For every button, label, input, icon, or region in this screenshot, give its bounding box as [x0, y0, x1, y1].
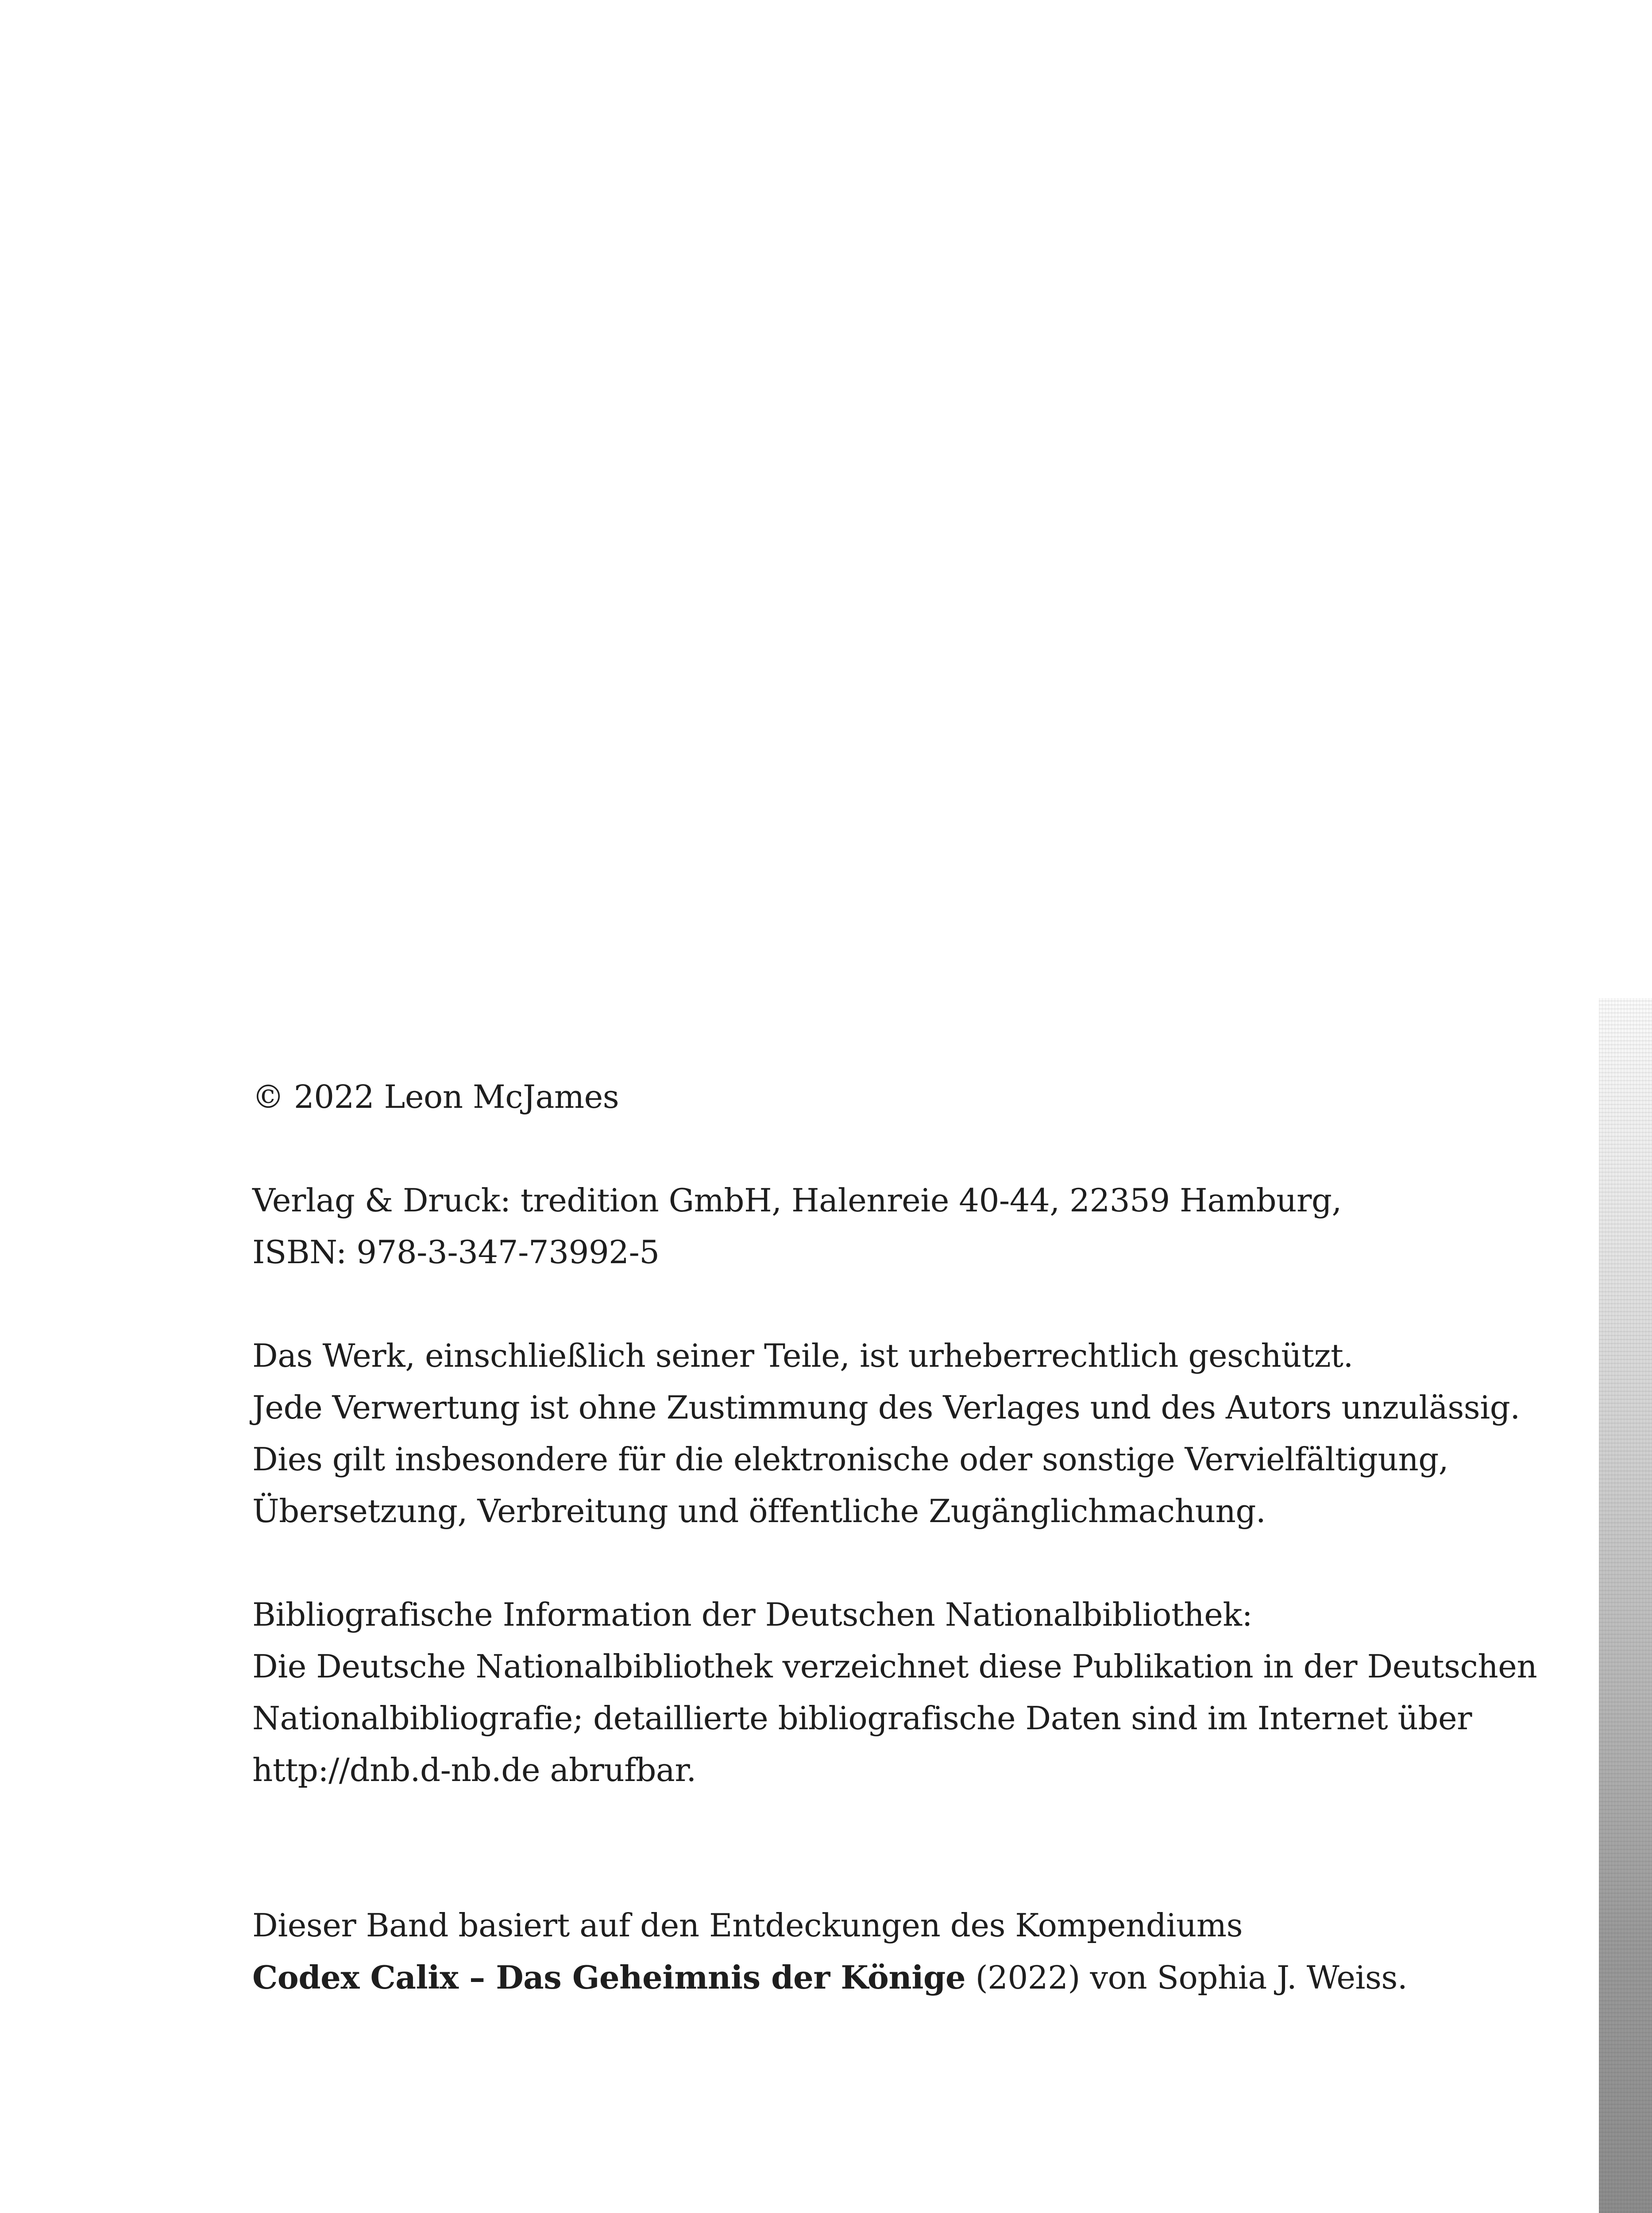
adjacent-page-edge	[1599, 998, 1652, 2213]
rights-line: Das Werk, einschließlich seiner Teile, ist urheberrechtlich geschützt.	[252, 1337, 1353, 1374]
bibliographic-block	[252, 1589, 1537, 1796]
isbn: ISBN: 978-3-347-73992-5	[252, 1234, 660, 1271]
source-title: Codex Calix – Das Geheimnis der Könige	[252, 1959, 966, 1996]
rights-line: Jede Verwertung ist ohne Zustimmung des Verlages und des Autors unzulässig.	[252, 1389, 1520, 1426]
bibliographic-line: Bibliografische Information der Deutschen Nationalbibliothek:	[252, 1596, 1253, 1633]
bibliographic-line: http://dnb.d-nb.de abrufbar.	[252, 1751, 696, 1789]
source-note-intro: Dieser Band basiert auf den Entdeckungen des Kompendiums	[252, 1907, 1243, 1944]
copyright-notice: © 2022 Leon McJames	[252, 1078, 619, 1115]
bibliographic-line: Die Deutsche Nationalbibliothek verzeichnet diese Publikation in der Deutschen	[252, 1648, 1537, 1685]
publisher-address: Verlag & Druck: tredition GmbH, Halenreie 40-44, 22359 Hamburg,	[252, 1182, 1342, 1219]
rights-line: Übersetzung, Verbreitung und öffentliche Zugänglichmachung.	[252, 1492, 1266, 1530]
bibliographic-line: Nationalbibliografie; detaillierte bibliografische Daten sind im Internet über	[252, 1700, 1472, 1737]
rights-line: Dies gilt insbesondere für die elektronische oder sonstige Vervielfältigung,	[252, 1441, 1449, 1478]
source-note-block	[252, 1900, 1492, 2004]
imprint-page	[252, 1071, 1537, 2004]
rights-block	[252, 1330, 1520, 1537]
copyright-block	[252, 1071, 1492, 1123]
source-note-citation	[252, 1951, 1492, 2004]
source-year-author: (2022) von Sophia J. Weiss.	[965, 1959, 1408, 1996]
publisher-block	[252, 1175, 1492, 1278]
